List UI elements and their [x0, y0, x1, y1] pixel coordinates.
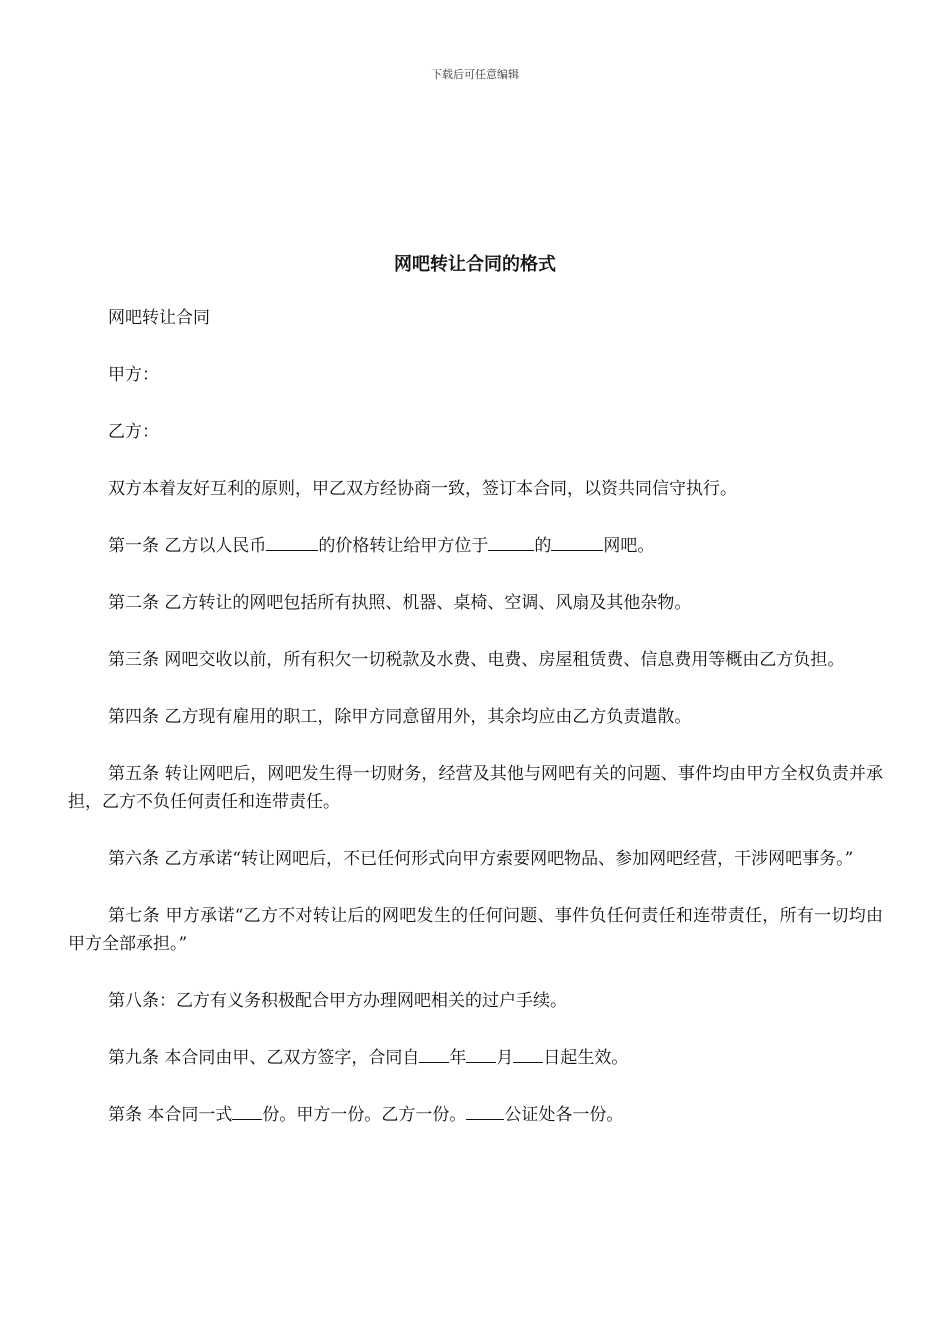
article-4: 第四条 乙方现有雇用的职工，除甲方同意留用外，其余均应由乙方负责遣散。: [108, 707, 692, 727]
month-blank: [466, 1044, 496, 1063]
article-1-text-c: 的: [534, 536, 552, 556]
price-blank: [266, 532, 318, 551]
party-b-line: 乙方：: [108, 422, 159, 442]
article-1: [68, 532, 883, 560]
article-9: [68, 1044, 883, 1072]
party-a-line: 甲方：: [108, 365, 159, 385]
contract-heading: 网吧转让合同: [108, 308, 210, 328]
article-1-text-a: 第一条 乙方以人民币: [108, 536, 267, 556]
contract-body: [68, 304, 883, 1158]
notary-blank: [466, 1101, 504, 1120]
article-10-text-c: 公证处各一份。: [504, 1105, 624, 1125]
article-8: 第八条：乙方有义务积极配合甲方办理网吧相关的过户手续。: [108, 991, 567, 1011]
article-7: 第七条 甲方承诺“乙方不对转让后的网吧发生的任何问题、事件负任何责任和连带责任，所有一切均由甲方全部承担。”: [68, 906, 883, 954]
article-5: 第五条 转让网吧后，网吧发生得一切财务，经营及其他与网吧有关的问题、事件均由甲方全权负责并承担，乙方不负任何责任和连带责任。: [68, 764, 883, 812]
location-blank: [488, 532, 534, 551]
article-10-text-a: 第条 本合同一式: [108, 1105, 233, 1125]
document-title: 网吧转让合同的格式: [394, 254, 556, 275]
article-9-text-b: 年: [449, 1048, 467, 1068]
article-9-text-a: 第九条 本合同由甲、乙双方签字，合同自: [108, 1048, 420, 1068]
article-10-text-b: 份。甲方一份。乙方一份。: [262, 1105, 467, 1125]
cafe-name-blank: [551, 532, 603, 551]
year-blank: [419, 1044, 449, 1063]
header-note: 下载后可任意编辑: [431, 68, 519, 81]
preamble-paragraph: 双方本着友好互利的原则，甲乙双方经协商一致，签订本合同，以资共同信守执行。: [108, 479, 737, 499]
article-6: 第六条 乙方承诺“转让网吧后，不已任何形式向甲方索要网吧物品、参加网吧经营，干涉网吧事务。”: [108, 849, 854, 869]
article-9-text-c: 月: [496, 1048, 514, 1068]
article-3: 第三条 网吧交收以前，所有积欠一切税款及水费、电费、房屋租赁费、信息费用等概由乙方负担。: [108, 650, 845, 670]
article-10: [68, 1101, 883, 1129]
article-2: 第二条 乙方转让的网吧包括所有执照、机器、桌椅、空调、风扇及其他杂物。: [108, 593, 692, 613]
article-9-text-d: 日起生效。: [543, 1048, 629, 1068]
article-1-text-d: 网吧。: [603, 536, 655, 556]
article-1-text-b: 的价格转让给甲方位于: [318, 536, 489, 556]
day-blank: [513, 1044, 543, 1063]
copies-blank: [232, 1101, 262, 1120]
